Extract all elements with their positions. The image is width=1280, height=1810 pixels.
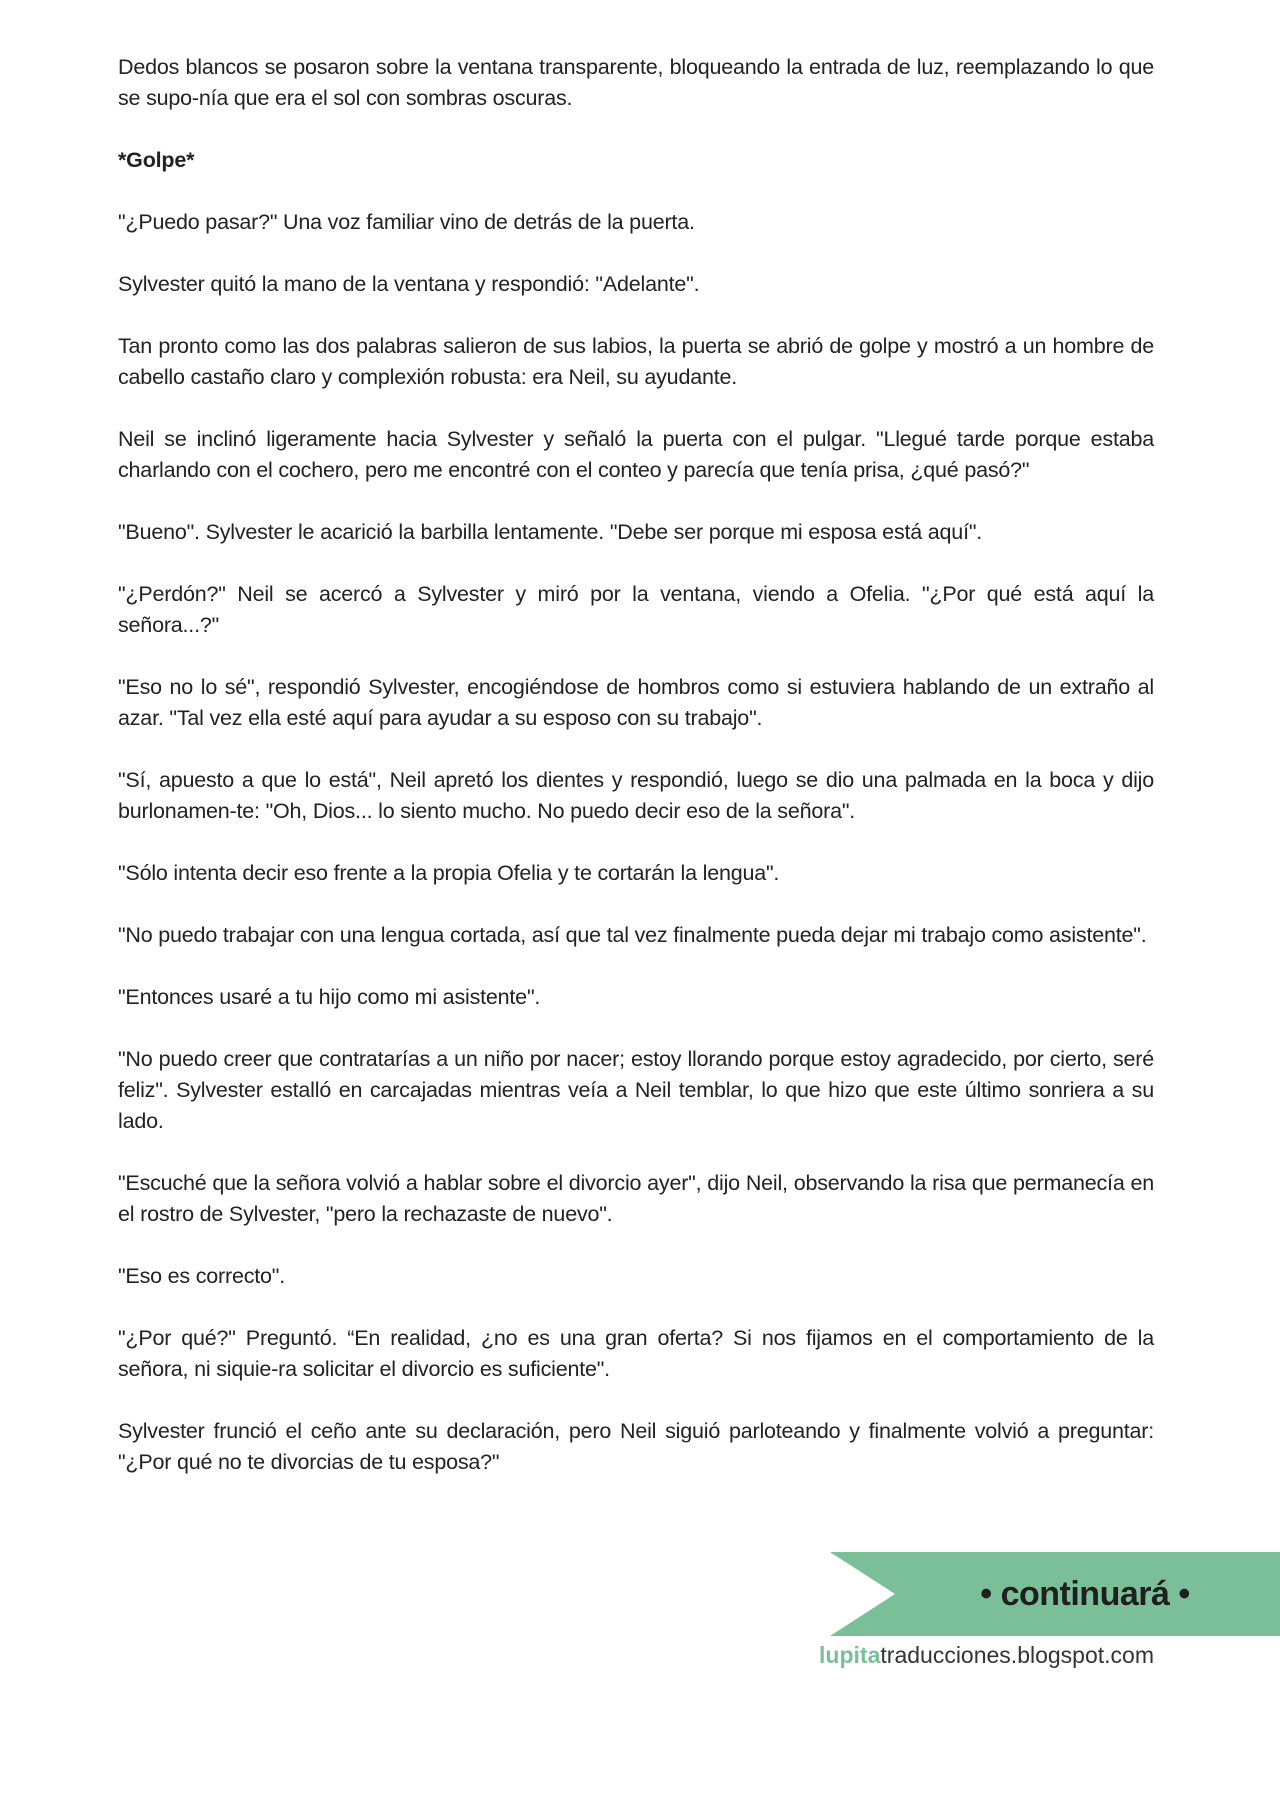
paragraph: "No puedo creer que contratarías a un niño por nacer; estoy llorando porque estoy agradecido, por cierto, seré feliz". Sylvester estalló en carcajadas mientras veía a Neil temblar, lo que hizo que este último sonriera a su lado.	[118, 1047, 1154, 1133]
continuara-label: • continuará •	[980, 1574, 1190, 1613]
paragraph: Dedos blancos se posaron sobre la ventana transparente, bloqueando la entrada de luz, reemplazando lo que se supo-nía que era el sol con sombras oscuras.	[118, 55, 1154, 110]
paragraph: "Sólo intenta decir eso frente a la propia Ofelia y te cortarán la lengua".	[118, 861, 780, 885]
paragraph: *Golpe*	[118, 148, 195, 172]
paragraph: Tan pronto como las dos palabras salieron de sus labios, la puerta se abrió de golpe y mostró a un hombre de cabello castaño claro y complexión robusta: era Neil, su ayudante.	[118, 334, 1154, 389]
paragraph: "Entonces usaré a tu hijo como mi asistente".	[118, 985, 541, 1009]
paragraph: Sylvester quitó la mano de la ventana y respondió: "Adelante".	[118, 272, 700, 296]
paragraph: "Bueno". Sylvester le acarició la barbilla lentamente. "Debe ser porque mi esposa está aquí".	[118, 520, 983, 544]
paragraph: "¿Perdón?" Neil se acercó a Sylvester y miró por la ventana, viendo a Ofelia. "¿Por qué está aquí la señora...?"	[118, 582, 1154, 637]
paragraph: Neil se inclinó ligeramente hacia Sylvester y señaló la puerta con el pulgar. "Llegué tarde porque estaba charlando con el cochero, pero me encontré con el conteo y parecía que tenía prisa, ¿qué pasó?"	[118, 427, 1154, 482]
paragraph: Sylvester frunció el ceño ante su declaración, pero Neil siguió parloteando y finalmente volvió a preguntar: "¿Por qué no te divorcias de tu esposa?"	[118, 1419, 1154, 1474]
continuara-banner	[830, 1552, 1280, 1636]
paragraph: "¿Puedo pasar?" Una voz familiar vino de detrás de la puerta.	[118, 210, 695, 234]
paragraph: "Escuché que la señora volvió a hablar sobre el divorcio ayer", dijo Neil, observando la risa que permanecía en el rostro de Sylvester, "pero la rechazaste de nuevo".	[118, 1171, 1154, 1226]
paragraph: "Sí, apuesto a que lo está", Neil apretó los dientes y respondió, luego se dio una palmada en la boca y dijo burlonamen-te: "Oh, Dios... lo siento mucho. No puedo decir eso de la señora".	[118, 768, 1154, 823]
paragraph: "Eso es correcto".	[118, 1264, 286, 1288]
site-name-accent: lupita	[819, 1642, 881, 1668]
paragraph: "¿Por qué?" Preguntó. “En realidad, ¿no es una gran oferta? Si nos fijamos en el comportamiento de la señora, ni siquie-ra solicitar el divorcio es suficiente".	[118, 1326, 1154, 1381]
paragraph: "Eso no lo sé", respondió Sylvester, encogiéndose de hombros como si estuviera hablando de un extraño al azar. "Tal vez ella esté aquí para ayudar a su esposo con su trabajo".	[118, 675, 1154, 730]
site-name-rest: traducciones.blogspot.com	[880, 1642, 1154, 1668]
paragraph: "No puedo trabajar con una lengua cortada, así que tal vez finalmente pueda dejar mi trabajo como asistente".	[118, 923, 1147, 947]
site-watermark	[819, 1642, 1154, 1669]
story-text	[118, 52, 1154, 1509]
